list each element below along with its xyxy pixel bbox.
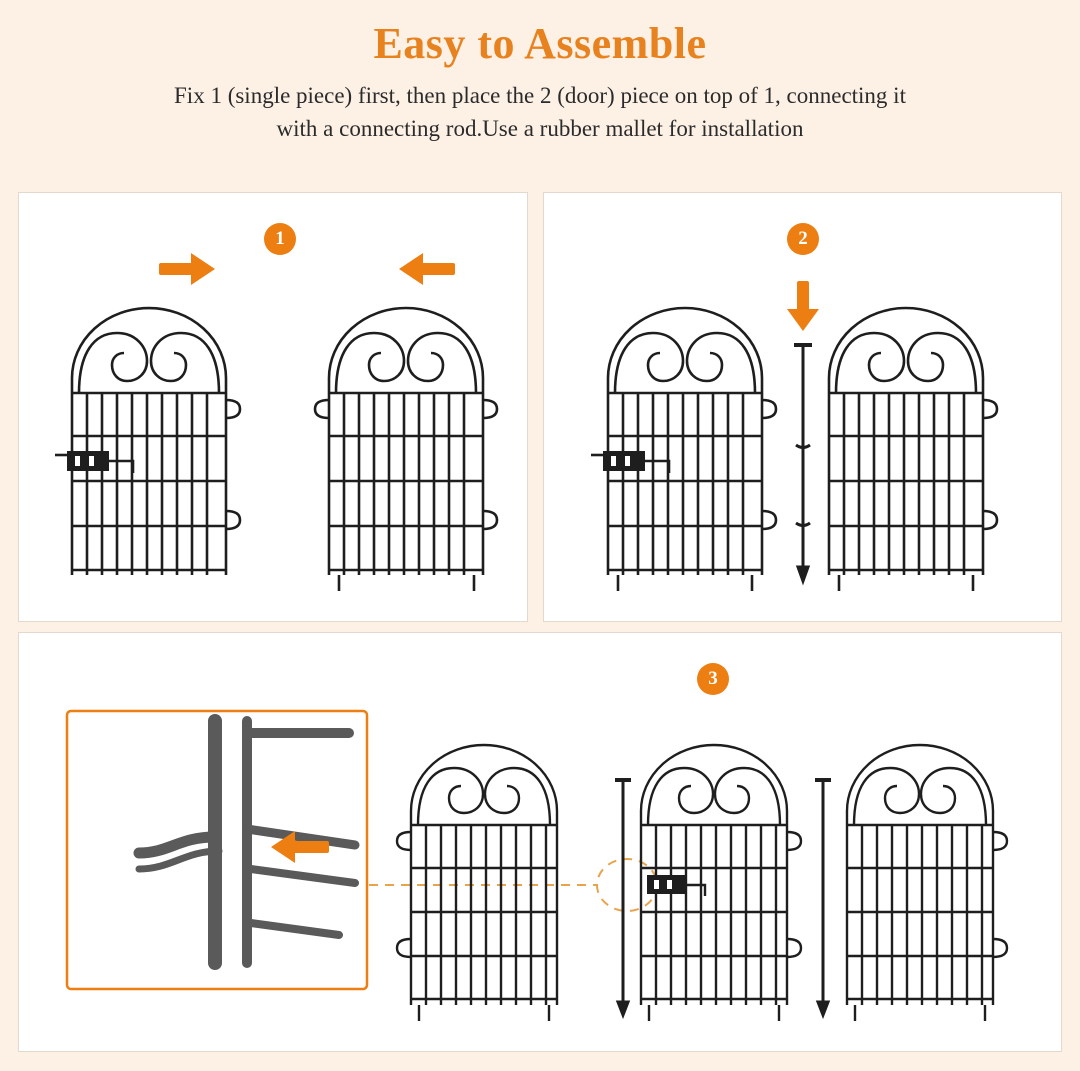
detail-callout — [67, 711, 367, 989]
header — [0, 0, 1080, 185]
step-2-badge: 2 — [787, 223, 819, 255]
connecting-rod — [794, 343, 812, 581]
step-1-panel — [18, 192, 528, 622]
arrow-left-icon — [399, 253, 455, 285]
arrow-down-icon — [787, 281, 819, 331]
fence-panel-right — [829, 308, 997, 591]
connecting-rod-left — [615, 778, 631, 1015]
step-3-badge: 3 — [697, 663, 729, 695]
callout-leader-line — [369, 859, 657, 911]
page-subtitle — [40, 79, 1040, 146]
connecting-rod-right — [815, 778, 831, 1015]
step-1-illustration — [19, 193, 528, 622]
latch-door — [647, 875, 705, 896]
subtitle-line-2: with a connecting rod.Use a rubber mallet for installation — [276, 116, 804, 142]
latch-left — [55, 451, 133, 473]
step-2-illustration — [544, 193, 1062, 622]
footer-strip — [0, 1052, 1080, 1071]
step-3-illustration — [19, 633, 1062, 1052]
step-1-badge: 1 — [264, 223, 296, 255]
fence-panel-left — [72, 308, 240, 575]
latch-left — [591, 451, 669, 473]
fence-panel-left — [608, 308, 776, 591]
step-2-panel — [543, 192, 1062, 622]
fence-panel-right — [315, 308, 497, 591]
page-title: Easy to Assemble — [373, 19, 707, 68]
fence-panel-a — [397, 745, 557, 1021]
arrow-right-icon — [159, 253, 215, 285]
subtitle-line-1: Fix 1 (single piece) first, then place the 2 (door) piece on top of 1, connecting it — [174, 83, 906, 108]
step-3-panel — [18, 632, 1062, 1052]
fence-panel-c — [847, 745, 1007, 1021]
